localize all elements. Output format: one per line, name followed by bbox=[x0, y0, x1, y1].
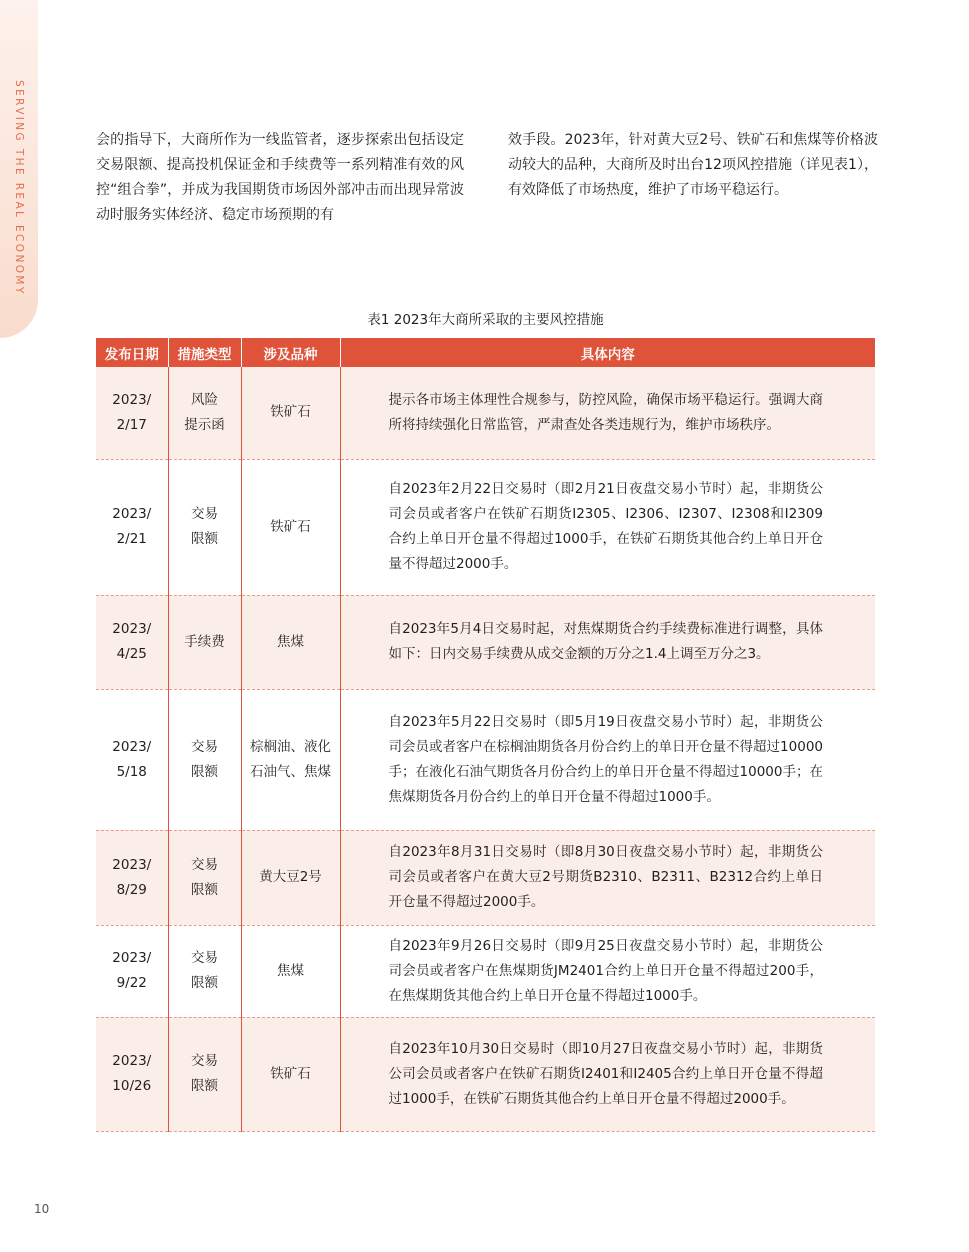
date-cell: 2023/ 10/26 bbox=[96, 1017, 168, 1131]
variety-cell: 焦煤 bbox=[241, 595, 340, 689]
page-number: 10 bbox=[34, 1202, 50, 1216]
table-row bbox=[96, 595, 875, 689]
variety-cell: 棕榈油、液化石油气、焦煤 bbox=[241, 689, 340, 830]
date-cell: 2023/ 2/17 bbox=[96, 367, 168, 459]
type-cell: 手续费 bbox=[168, 595, 241, 689]
table-row bbox=[96, 689, 875, 830]
body-paragraph-left: 会的指导下，大商所作为一线监管者，逐步探索出包括设定交易限额、提高投机保证金和手续费等一系列精准有效的风控“组合拳”，并成为我国期货市场因外部冲击而出现异常波动时服务实体经济、稳定市场预期的有 bbox=[96, 132, 464, 223]
header-content: 具体内容 bbox=[340, 338, 875, 367]
header-date: 发布日期 bbox=[96, 338, 168, 367]
table-row bbox=[96, 925, 875, 1017]
type-cell: 风险 提示函 bbox=[168, 367, 241, 459]
header-type: 措施类型 bbox=[168, 338, 241, 367]
date-cell: 2023/ 9/22 bbox=[96, 925, 168, 1017]
type-cell: 交易 限额 bbox=[168, 459, 241, 595]
variety-cell: 焦煤 bbox=[241, 925, 340, 1017]
table-header-row bbox=[96, 338, 875, 367]
variety-cell: 黄大豆2号 bbox=[241, 830, 340, 925]
table-row bbox=[96, 830, 875, 925]
table-caption: 表1 2023年大商所采取的主要风控措施 bbox=[367, 312, 604, 328]
header-variety: 涉及品种 bbox=[241, 338, 340, 367]
content-cell: 自2023年8月31日交易时（即8月30日夜盘交易小节时）起，非期货公司会员或者客户在黄大豆2号期货B2310、B2311、B2312合约上单日开仓量不得超过2000手。 bbox=[340, 830, 875, 925]
type-cell: 交易 限额 bbox=[168, 1017, 241, 1131]
variety-cell: 铁矿石 bbox=[241, 367, 340, 459]
date-cell: 2023/ 5/18 bbox=[96, 689, 168, 830]
content-cell: 提示各市场主体理性合规参与，防控风险，确保市场平稳运行。强调大商所将持续强化日常监管，严肃查处各类违规行为，维护市场秩序。 bbox=[340, 367, 875, 459]
content-cell: 自2023年10月30日交易时（即10月27日夜盘交易小节时）起，非期货公司会员或者客户在铁矿石期货I2401和I2405合约上单日开仓量不得超过1000手，在铁矿石期货其他合约上单日开仓量不得超过2000手。 bbox=[340, 1017, 875, 1131]
type-cell: 交易 限额 bbox=[168, 830, 241, 925]
content-cell: 自2023年2月22日交易时（即2月21日夜盘交易小节时）起，非期货公司会员或者客户在铁矿石期货I2305、I2306、I2307、I2308和I2309合约上单日开仓量不得超过1000手，在铁矿石期货其他合约上单日开仓量不得超过2000手。 bbox=[340, 459, 875, 595]
type-cell: 交易 限额 bbox=[168, 689, 241, 830]
body-paragraph-right: 效手段。2023年，针对黄大豆2号、铁矿石和焦煤等价格波动较大的品种，大商所及时出台12项风控措施（详见表1），有效降低了市场热度，维护了市场平稳运行。 bbox=[508, 132, 878, 198]
variety-cell: 铁矿石 bbox=[241, 459, 340, 595]
type-cell: 交易 限额 bbox=[168, 925, 241, 1017]
table-row bbox=[96, 1017, 875, 1131]
date-cell: 2023/ 2/21 bbox=[96, 459, 168, 595]
risk-measures-table bbox=[96, 338, 875, 1132]
date-cell: 2023/ 8/29 bbox=[96, 830, 168, 925]
side-section-label: SERVING THE REAL ECONOMY bbox=[13, 80, 25, 296]
content-cell: 自2023年5月4日交易时起，对焦煤期货合约手续费标准进行调整，具体如下：日内交易手续费从成交金额的万分之1.4上调至万分之3。 bbox=[340, 595, 875, 689]
content-cell: 自2023年9月26日交易时（即9月25日夜盘交易小节时）起，非期货公司会员或者客户在焦煤期货JM2401合约上单日开仓量不得超过200手，在焦煤期货其他合约上单日开仓量不得超过1000手。 bbox=[340, 925, 875, 1017]
content-cell: 自2023年5月22日交易时（即5月19日夜盘交易小节时）起，非期货公司会员或者客户在棕榈油期货各月份合约上的单日开仓量不得超过10000手；在液化石油气期货各月份合约上的单日开仓量不得超过10000手；在焦煤期货各月份合约上的单日开仓量不得超过1000手。 bbox=[340, 689, 875, 830]
date-cell: 2023/ 4/25 bbox=[96, 595, 168, 689]
table-row bbox=[96, 367, 875, 459]
table-row bbox=[96, 459, 875, 595]
variety-cell: 铁矿石 bbox=[241, 1017, 340, 1131]
